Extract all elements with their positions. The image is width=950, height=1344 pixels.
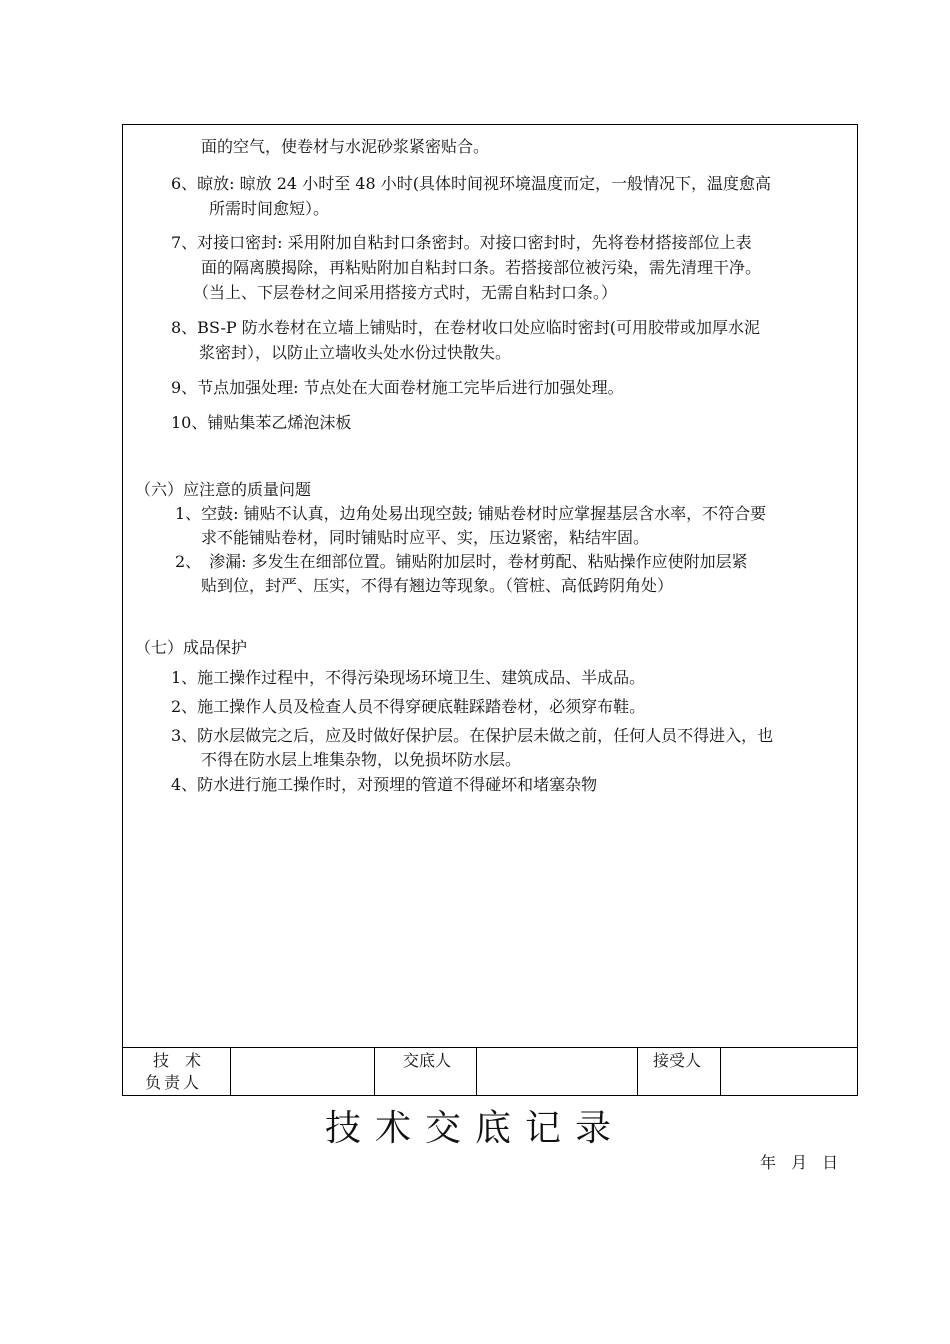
- discloser-label: 交底人: [403, 1051, 452, 1070]
- discloser-label-cell: [375, 1048, 477, 1096]
- body-line: 8、BS-P 防水卷材在立墙上铺贴时，在卷材收口处应临时密封(可用胶带或加厚水泥: [171, 318, 760, 337]
- document-title: 技术交底记录: [324, 1108, 625, 1149]
- body-line: 2、施工操作人员及检查人员不得穿硬底鞋踩踏卷材，必须穿布鞋。: [171, 697, 646, 716]
- body-line: 所需时间愈短）。: [209, 199, 330, 218]
- tech-lead-label-line1: 技 术: [153, 1051, 202, 1070]
- date-field: 年 月 日: [760, 1153, 839, 1172]
- body-line: 4、防水进行施工操作时，对预埋的管道不得碰坏和堵塞杂物: [171, 775, 598, 794]
- receiver-label-cell: [638, 1048, 721, 1096]
- body-line: 不得在防水层上堆集杂物，以免损坏防水层。: [201, 750, 522, 769]
- body-line: 9、节点加强处理: 节点处在大面卷材施工完毕后进行加强处理。: [171, 378, 624, 397]
- tech-lead-value-cell[interactable]: [231, 1048, 375, 1096]
- section-heading: （六）应注意的质量问题: [135, 480, 312, 499]
- body-line: 3、防水层做完之后，应及时做好保护层。在保护层未做之前，任何人员不得进入，也: [171, 726, 774, 745]
- receiver-label: 接受人: [653, 1051, 702, 1070]
- body-line: 浆密封），以防止立墙收头处水份过快散失。: [199, 343, 512, 362]
- receiver-value-cell[interactable]: [721, 1048, 857, 1096]
- body-line: 10、铺贴集苯乙烯泡沫板: [171, 413, 352, 432]
- body-line: 2、 渗漏: 多发生在细部位置。铺贴附加层时，卷材剪配、粘贴操作应使附加层紧: [175, 552, 748, 571]
- body-line: 贴到位，封严、压实，不得有翘边等现象。（管桩、高低跨阴角处）: [201, 576, 674, 595]
- body-line: 1、施工操作过程中，不得污染现场环境卫生、建筑成品、半成品。: [171, 668, 646, 687]
- body-line: 6、晾放: 晾放 24 小时至 48 小时(具体时间视环境温度而定，一般情况下，温度愈高: [171, 174, 771, 193]
- body-line: （当上、下层卷材之间采用搭接方式时，无需自粘封口条。）: [193, 283, 618, 302]
- tech-lead-label-cell: [123, 1048, 231, 1096]
- section-heading: （七）成品保护: [135, 638, 248, 657]
- tech-lead-label-line2: 负责人: [145, 1073, 203, 1092]
- discloser-value-cell[interactable]: [477, 1048, 638, 1096]
- signature-row: [123, 1047, 857, 1096]
- content-frame: [122, 124, 858, 1096]
- body-line: 面的隔离膜揭除，再粘贴附加自粘封口条。若搭接部位被污染，需先清理干净。: [201, 258, 762, 277]
- body-line: 求不能铺贴卷材，同时铺贴时应平、实，压边紧密，粘结牢固。: [201, 528, 650, 547]
- body-line: 1、空鼓: 铺贴不认真，边角处易出现空鼓; 铺贴卷材时应掌握基层含水率，不符合要: [175, 504, 767, 523]
- body-line: 7、对接口密封: 采用附加自粘封口条密封。对接口密封时，先将卷材搭接部位上表: [171, 233, 752, 252]
- body-line: 面的空气，使卷材与水泥砂浆紧密贴合。: [201, 137, 490, 156]
